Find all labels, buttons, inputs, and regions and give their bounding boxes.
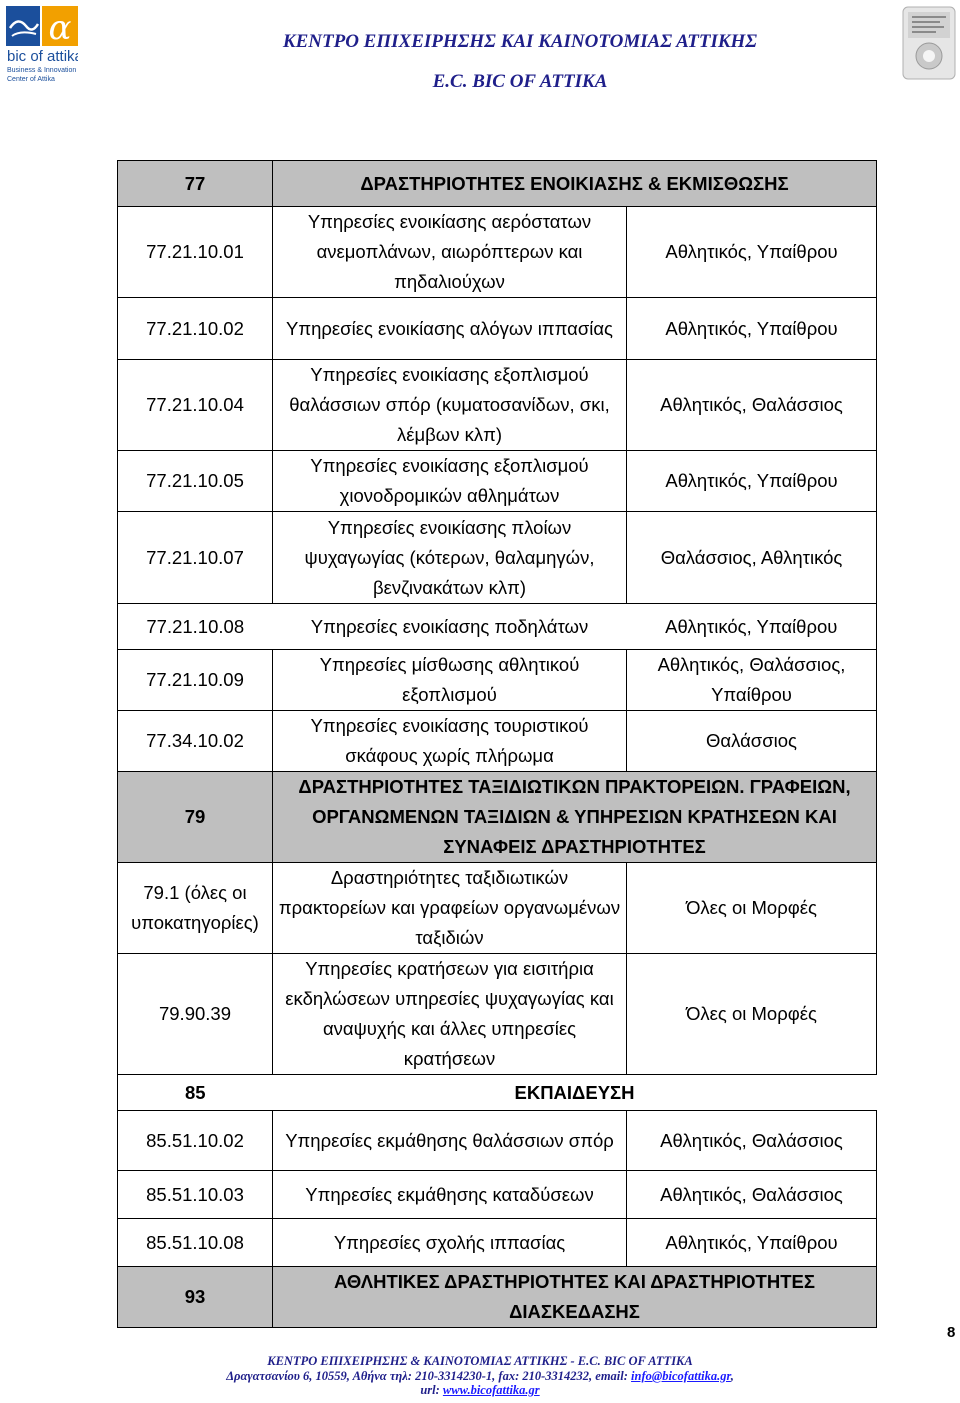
table-row — [118, 650, 877, 711]
activity-description: Υπηρεσίες ενοικίασης αερόστατων ανεμοπλάνων, αιωρόπτερων και πηδαλιούχων — [273, 207, 627, 298]
table-row — [118, 512, 877, 604]
tourism-forms: Θαλάσσιος — [627, 711, 877, 772]
logo-tagline-2: Center of Attika — [7, 76, 55, 82]
section-code: 93 — [118, 1267, 273, 1328]
table-row — [118, 711, 877, 772]
logo-alpha-symbol: α — [48, 8, 72, 48]
tourism-forms: Αθλητικός, Υπαίθρου — [627, 604, 877, 650]
page-number: 8 — [947, 1324, 956, 1341]
activity-description: Υπηρεσίες ενοικίασης ποδηλάτων — [273, 604, 627, 650]
activity-description: Υπηρεσίες ενοικίασης αλόγων ιππασίας — [273, 298, 627, 360]
tourism-forms: Όλες οι Μορφές — [627, 954, 877, 1075]
table-row — [118, 772, 877, 863]
activity-description: Υπηρεσίες ενοικίασης εξοπλισμού χιονοδρομικών αθλημάτων — [273, 451, 627, 512]
header-title: ΚΕΝΤΡΟ ΕΠΙΧΕΙΡΗΣΗΣ ΚΑΙ ΚΑΙΝΟΤΟΜΙΑΣ ΑΤΤΙΚΗΣ — [282, 31, 758, 52]
table-row — [118, 1267, 877, 1328]
tourism-forms: Αθλητικός, Υπαίθρου — [627, 207, 877, 298]
tourism-forms: Αθλητικός, Υπαίθρου — [627, 298, 877, 360]
activity-description: Υπηρεσίες εκμάθησης καταδύσεων — [273, 1171, 627, 1219]
footer-url-link[interactable]: www.bicofattika.gr — [442, 1383, 540, 1397]
logo-name: bic of attika — [7, 48, 78, 65]
footer-url — [0, 1383, 960, 1398]
activity-code: 79.90.39 — [118, 954, 273, 1075]
footer-email-link[interactable]: info@bicofattika.gr — [631, 1369, 731, 1383]
section-title: ΑΘΛΗΤΙΚΕΣ ΔΡΑΣΤΗΡΙΟΤΗΤΕΣ ΚΑΙ ΔΡΑΣΤΗΡΙΟΤΗΤΕΣ ΔΙΑΣΚΕΔΑΣΗΣ — [273, 1267, 877, 1328]
section-code: 77 — [118, 161, 273, 207]
activity-code: 77.21.10.02 — [118, 298, 273, 360]
section-title: ΔΡΑΣΤΗΡΙΟΤΗΤΕΣ ΤΑΞΙΔΙΩΤΙΚΩΝ ΠΡΑΚΤΟΡΕΙΩΝ. ΓΡΑΦΕΙΩΝ, ΟΡΓΑΝΩΜΕΝΩΝ ΤΑΞΙΔΙΩΝ & ΥΠΗΡΕΣΙΩΝ ΚΡΑΤΗΣΕΩΝ ΚΑΙ ΣΥΝΑΦΕΙΣ ΔΡΑΣΤΗΡΙΟΤΗΤΕΣ — [273, 772, 877, 863]
footer-address: Δραγατσανίου 6, 10559, Αθήνα τηλ: 210-3314230-1, fax: 210-3314232, email: — [226, 1369, 632, 1383]
table-row — [118, 863, 877, 954]
activity-description: Υπηρεσίες ενοικίασης εξοπλισμού θαλάσσιων σπόρ (κυματοσανίδων, σκι, λέμβων κλπ) — [273, 360, 627, 451]
activity-description: Δραστηριότητες ταξιδιωτικών πρακτορείων και γραφείων οργανωμένων ταξιδιών — [273, 863, 627, 954]
activity-description: Υπηρεσίες κρατήσεων για εισιτήρια εκδηλώσεων υπηρεσίες ψυχαγωγίας και αναψυχής και άλλες υπηρεσίες κρατήσεων — [273, 954, 627, 1075]
activity-description: Υπηρεσίες εκμάθησης θαλάσσιων σπόρ — [273, 1111, 627, 1171]
header-subtitle: E.C. BIC OF ATTIKA — [432, 71, 608, 92]
activity-code: 77.21.10.08 — [118, 604, 273, 650]
tourism-forms: Αθλητικός, Υπαίθρου — [627, 451, 877, 512]
table-row — [118, 451, 877, 512]
table-row — [118, 298, 877, 360]
tourism-forms: Όλες οι Μορφές — [627, 863, 877, 954]
section-title: ΕΚΠΑΙΔΕΥΣΗ — [273, 1075, 877, 1111]
table-row — [118, 604, 877, 650]
section-code: 79 — [118, 772, 273, 863]
activity-description: Υπηρεσίες μίσθωσης αθλητικού εξοπλισμού — [273, 650, 627, 711]
activity-code: 79.1 (όλες οι υποκατηγορίες) — [118, 863, 273, 954]
footer-organization: ΚΕΝΤΡΟ ΕΠΙΧΕΙΡΗΣΗΣ & ΚΑΙΝΟΤΟΜΙΑΣ ΑΤΤΙΚΗΣ - E.C. BIC OF ATTIKA — [267, 1354, 693, 1368]
table-row — [118, 1075, 877, 1111]
activity-code: 85.51.10.03 — [118, 1171, 273, 1219]
table-row — [118, 360, 877, 451]
logo-tagline-1: Business & Innovation — [7, 67, 77, 74]
section-code: 85 — [118, 1075, 273, 1111]
activity-code: 77.21.10.09 — [118, 650, 273, 711]
table-row — [118, 1111, 877, 1171]
activity-code: 77.21.10.04 — [118, 360, 273, 451]
activity-code: 77.21.10.01 — [118, 207, 273, 298]
activity-description: Υπηρεσίες ενοικίασης τουριστικού σκάφους χωρίς πλήρωμα — [273, 711, 627, 772]
footer-url-label: url: — [420, 1383, 443, 1397]
activity-description: Υπηρεσίες σχολής ιππασίας — [273, 1219, 627, 1267]
section-title: ΔΡΑΣΤΗΡΙΟΤΗΤΕΣ ΕΝΟΙΚΙΑΣΗΣ & ΕΚΜΙΣΘΩΣΗΣ — [273, 161, 877, 207]
tourism-forms: Θαλάσσιος, Αθλητικός — [627, 512, 877, 604]
table-row — [118, 1171, 877, 1219]
activity-description: Υπηρεσίες ενοικίασης πλοίων ψυχαγωγίας (κότερων, θαλαμηγών, βενζινακάτων κλπ) — [273, 512, 627, 604]
tourism-forms: Αθλητικός, Θαλάσσιος, Υπαίθρου — [627, 650, 877, 711]
tourism-forms: Αθλητικός, Θαλάσσιος — [627, 1171, 877, 1219]
activity-code: 85.51.10.02 — [118, 1111, 273, 1171]
table-row — [118, 954, 877, 1075]
table-row — [118, 161, 877, 207]
tourism-forms: Αθλητικός, Θαλάσσιος — [627, 360, 877, 451]
activity-code: 77.21.10.07 — [118, 512, 273, 604]
activity-codes-table — [117, 160, 877, 1328]
footer-separator: , — [730, 1369, 734, 1383]
footer-contact — [0, 1369, 960, 1384]
tourism-forms: Αθλητικός, Θαλάσσιος — [627, 1111, 877, 1171]
table-row — [118, 1219, 877, 1267]
tourism-forms: Αθλητικός, Υπαίθρου — [627, 1219, 877, 1267]
activity-code: 77.21.10.05 — [118, 451, 273, 512]
activity-code: 85.51.10.08 — [118, 1219, 273, 1267]
table-row — [118, 207, 877, 298]
activity-code: 77.34.10.02 — [118, 711, 273, 772]
